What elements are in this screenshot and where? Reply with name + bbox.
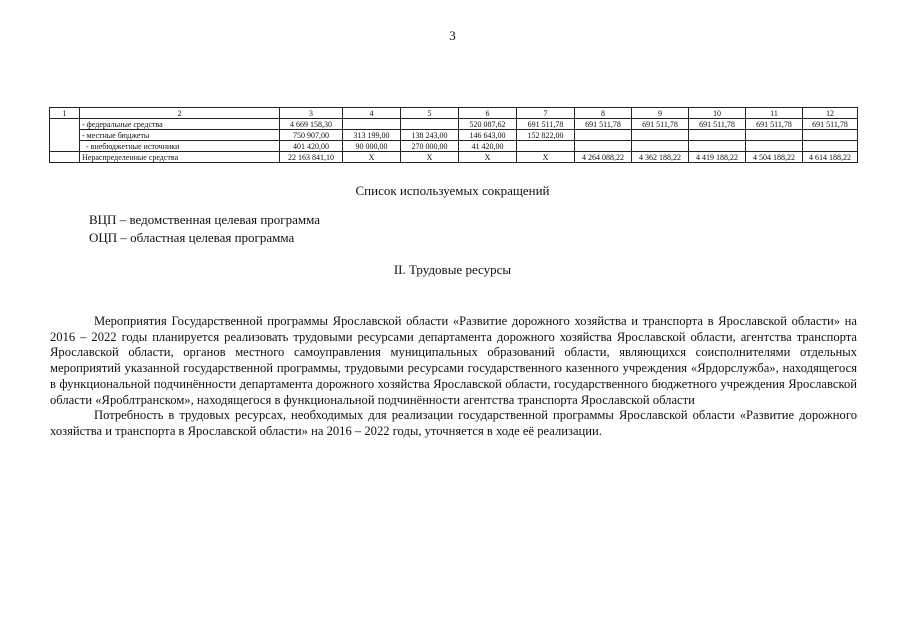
table-cell [50,152,80,163]
table-cell: 691 511,78 [517,119,575,130]
header-cell: 1 [50,108,80,119]
table-cell: 4 264 088,22 [575,152,632,163]
body-text [50,314,857,440]
table-cell [689,141,746,152]
table-cell [746,141,803,152]
header-cell: 9 [632,108,689,119]
table-cell: 22 163 841,10 [280,152,343,163]
table-cell: 750 907,00 [280,130,343,141]
header-cell: 11 [746,108,803,119]
table-cell: 691 511,78 [632,119,689,130]
table-cell: 691 511,78 [689,119,746,130]
table-cell: 4 362 188,22 [632,152,689,163]
paragraph: Потребность в трудовых ресурсах, необходимых для реализации государственной программы Ярославской области «Развитие дорожного хозяйства и транспорта в Ярославской области» на 2016 – 2022 годы, уточняется в ходе её реализации. [50,408,857,438]
table-cell [575,130,632,141]
table-cell [689,130,746,141]
table-header-row [50,108,858,119]
header-cell: 2 [80,108,280,119]
table-cell: 41 420,00 [459,141,517,152]
table-cell: 520 087,62 [459,119,517,130]
table-cell [575,141,632,152]
table-row [50,130,858,141]
header-cell: 12 [803,108,858,119]
table-cell [517,141,575,152]
table-cell: 4 419 188,22 [689,152,746,163]
table-row [50,119,858,130]
table-cell-label: - внебюджетные источники [80,141,280,152]
header-cell: 6 [459,108,517,119]
table-cell [803,130,858,141]
header-cell: 8 [575,108,632,119]
table-cell: 691 511,78 [575,119,632,130]
abbreviations-title: Список используемых сокращений [355,183,550,198]
section-title: II. Трудовые ресурсы [393,262,512,277]
table-cell: 270 000,00 [401,141,459,152]
table-cell-label: Нераспределенные средства [80,152,280,163]
table-cell [632,130,689,141]
table-row [50,152,858,163]
table-cell: X [343,152,401,163]
header-cell: 5 [401,108,459,119]
table-cell: 691 511,78 [746,119,803,130]
table-cell: 4 614 188,22 [803,152,858,163]
table-cell: X [459,152,517,163]
table-cell [50,130,80,141]
table-cell: 313 199,00 [343,130,401,141]
table-cell [401,119,459,130]
table-cell: 152 822,00 [517,130,575,141]
table-cell [50,119,80,130]
table-cell: 90 000,00 [343,141,401,152]
header-cell: 4 [343,108,401,119]
header-cell: 3 [280,108,343,119]
table-cell-label: - местные бюджеты [80,130,280,141]
table-cell [803,141,858,152]
table-row [50,141,858,152]
table-cell: 146 643,00 [459,130,517,141]
table-cell [632,141,689,152]
table-cell: 138 243,00 [401,130,459,141]
table-cell [50,141,80,152]
budget-table [49,107,858,163]
table-cell: 4 504 188,22 [746,152,803,163]
abbreviation-item: ВЦП – ведомственная целевая программа [89,212,321,227]
header-cell: 7 [517,108,575,119]
table-cell [746,130,803,141]
table-cell-label: - федеральные средства [80,119,280,130]
page-number: 3 [449,28,456,43]
paragraph: Мероприятия Государственной программы Ярославской области «Развитие дорожного хозяйства и транспорта в Ярославской области» на 2016 – 2022 годы планируется реализовать трудовыми ресурсами департамента дорожного хозяйства Ярославской области, агентства транспорта Ярославской области, органов местного самоуправления муниципальных образований области, являющихся соисполнителями отдельных мероприятий указанной государственной программы, трудовыми ресурсами государственного казенного учреждения «Ярдорслужба», находящегося в функциональной подчинённости департамента дорожного хозяйства Ярославской области, государственного бюджетного учреждения Ярославской области «Яроблтранском», находящегося в функциональной подчинённости агентства транспорта Ярославской области [50,314,857,407]
table-cell: X [517,152,575,163]
table-cell [343,119,401,130]
table-cell: 401 420,00 [280,141,343,152]
header-cell: 10 [689,108,746,119]
table-cell: 691 511,78 [803,119,858,130]
table-cell: 4 669 158,30 [280,119,343,130]
table-cell: X [401,152,459,163]
abbreviation-item: ОЦП – областная целевая программа [89,230,295,245]
